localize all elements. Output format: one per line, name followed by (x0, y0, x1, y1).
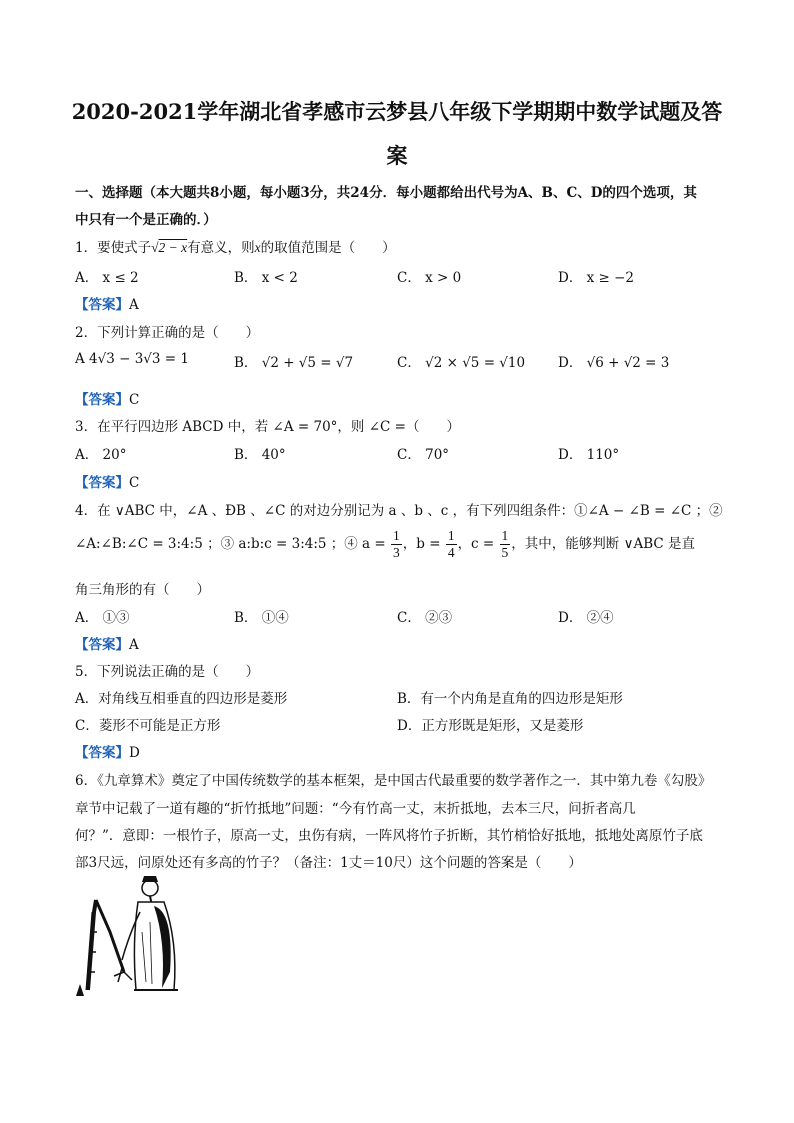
question-6-line-3: 何？”．意即：一根竹子，原高一丈，虫伤有病，一阵风将竹子折断，其竹梢恰好抵地，抵地处离原竹子底 (75, 828, 703, 844)
q3-option-b: B． 40° (234, 447, 286, 463)
q4-option-b: B． ①④ (234, 610, 289, 626)
q4-option-d: D． ②④ (558, 610, 614, 626)
q5-option-a: A．对角线互相垂直的四边形是菱形 (75, 691, 288, 707)
question-5-stem: 5．下列说法正确的是（ ） (75, 664, 260, 680)
q3-option-a: A． 20° (75, 447, 127, 463)
page-title-continued: 案 (386, 143, 408, 168)
q5-option-d: D．正方形既是矩形，又是菱形 (397, 718, 584, 734)
fraction-a: $\frac{1}{3}$ (393, 528, 400, 560)
question-3-stem: 3．在平行四边形 ABCD 中，若 ∠A = 70°，则 ∠C =（ ） (75, 419, 460, 435)
fraction-c: $\frac{1}{5}$ (501, 528, 509, 560)
q2-option-a: A 4√3 − 3√3 = 1 (75, 351, 189, 367)
q3-answer: 【答案】C (75, 475, 140, 491)
question-1-stem: 1．要使式子√2 − x有意义，则x的取值范围是（ ） (75, 240, 396, 256)
q1-option-b: B． x < 2 (234, 270, 298, 286)
sqrt-expression: √2 − x (151, 240, 188, 255)
question-2-stem: 2．下列计算正确的是（ ） (75, 325, 260, 341)
question-6-line-1: 6．《九章算术》奠定了中国传统数学的基本框架，是中国古代最重要的数学著作之一．其中第九卷《勾股》 (75, 773, 712, 789)
q4-option-a: A． ①③ (75, 610, 130, 626)
question-4-line-3: 角三角形的有（ ） (75, 582, 210, 598)
q2-option-c: C． √2 × √5 = √10 (397, 355, 526, 371)
q5-answer: 【答案】D (75, 745, 140, 761)
q4-answer: 【答案】A (75, 637, 139, 653)
q5-option-b: B．有一个内角是直角的四边形是矩形 (397, 691, 623, 707)
section-heading: 一、选择题（本大题共8小题，每小题3分，共24分．每小题都给出代号为A、B、C、D的四个选项，其 (75, 185, 697, 201)
q3-option-c: C． 70° (397, 447, 450, 463)
q5-option-c: C．菱形不可能是正方形 (75, 718, 221, 734)
q1-answer: 【答案】A (75, 297, 139, 313)
question-4-line-1: 4．在 ∨ABC 中，∠A 、ÐB 、∠C 的对边分别记为 a 、b 、c ，有下列四组条件：①∠A − ∠B = ∠C ；② (75, 503, 723, 519)
q1-option-c: C． x > 0 (397, 270, 462, 286)
q2-option-d: D． √6 + √2 = 3 (558, 355, 670, 371)
question-6-line-4: 部3尺远，问原处还有多高的竹子？（备注：1丈＝10尺）这个问题的答案是（ ） (75, 855, 582, 871)
question-6-line-2: 章节中记载了一道有趣的“折竹抵地”问题：“今有竹高一丈，末折抵地，去本三尺，问折者高几 (75, 801, 636, 817)
broken-bamboo-illustration (70, 872, 188, 1000)
fraction-b: $\frac{1}{4}$ (447, 528, 455, 560)
page-title: 2020-2021学年湖北省孝感市云梦县八年级下学期期中数学试题及答 (71, 99, 723, 124)
question-4-line-2: ∠A:∠B:∠C = 3:4:5 ；③ a:b:c = 3:4:5 ；④ a = $\frac{1}{3}$ ，b = $\frac{1}{4}$ ，c = $\frac{1}{5}$ ，其中，能够判断 ∨ABC 是直 (75, 528, 695, 560)
q1-option-a: A． x ≤ 2 (75, 270, 139, 286)
q2-option-b: B． √2 + √5 = √7 (234, 355, 354, 371)
q3-option-d: D． 110° (558, 447, 620, 463)
q1-option-d: D． x ≥ −2 (558, 270, 635, 286)
q4-option-c: C． ②③ (397, 610, 453, 626)
section-heading-continued: 中只有一个是正确的．） (75, 212, 217, 228)
q2-answer: 【答案】C (75, 392, 140, 408)
